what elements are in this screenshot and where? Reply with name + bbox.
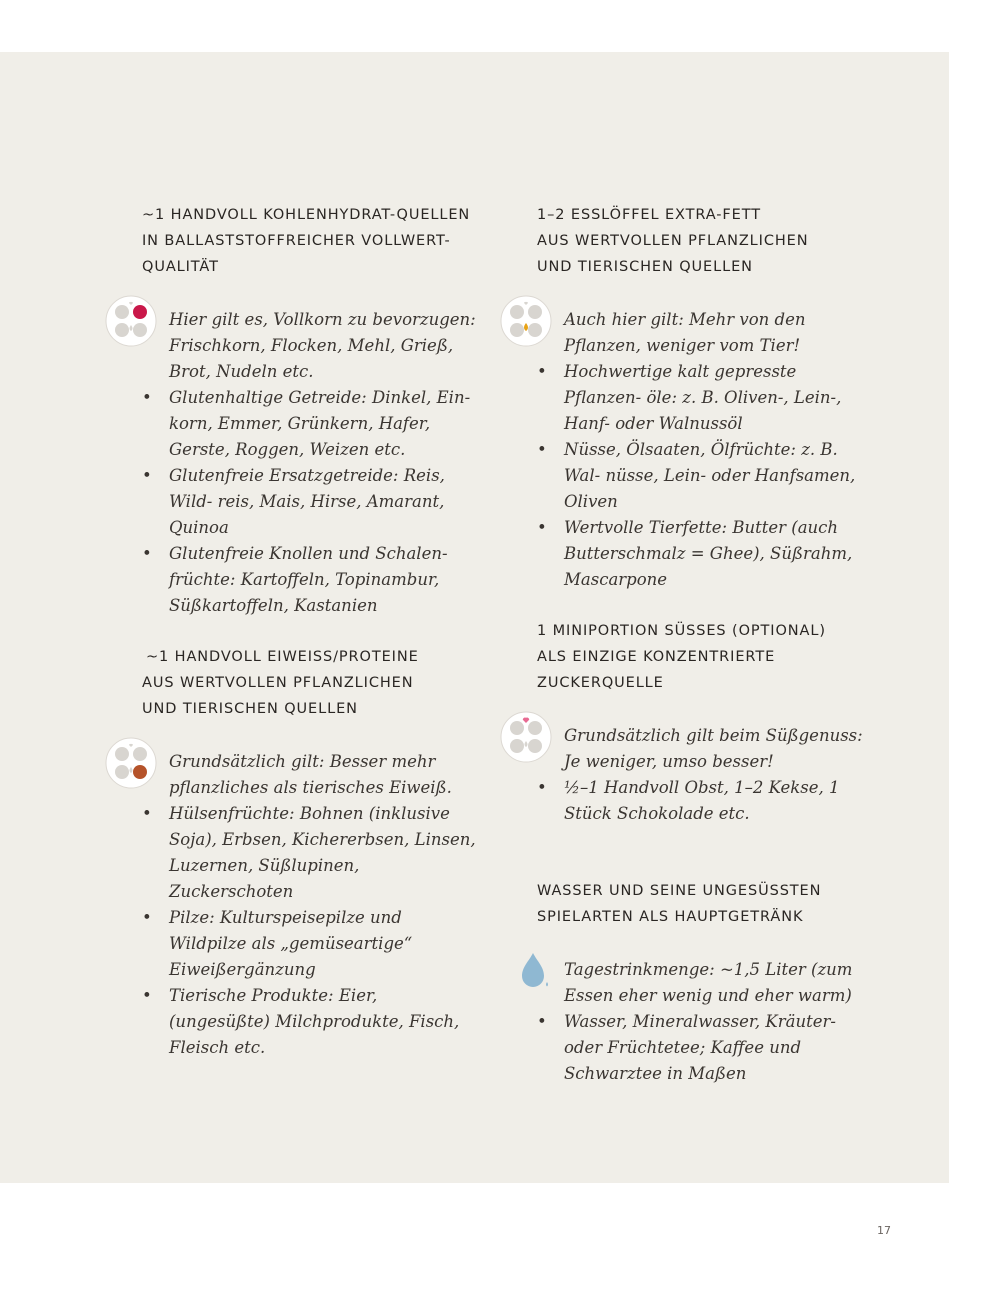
lead-text: Grundsätzlich gilt: Besser mehr pflanzliches als tierisches Eiweiß. [169, 752, 452, 797]
item-list [169, 801, 482, 1061]
lead-text: Tagestrinkmenge: ~1,5 Liter (zum Essen eher wenig und eher warm) [564, 960, 853, 1005]
section-body [537, 957, 877, 1087]
item-list [564, 1009, 877, 1087]
item-list [564, 359, 877, 593]
heading-line: UND TIERISCHEN QUELLEN [142, 701, 358, 717]
section-protein [142, 644, 482, 1061]
section-water [537, 878, 877, 1087]
section-carbs [142, 202, 482, 619]
list-item: • ½–1 Handvoll Obst, 1–2 Kekse, 1 Stück Schokolade etc. [564, 775, 877, 827]
list-item: • Wasser, Mineralwasser, Kräuter- oder Früchtetee; Kaffee und Schwarztee in Maßen [564, 1009, 877, 1087]
heading-line: ZUCKERQUELLE [537, 675, 664, 691]
plate-protein-icon [105, 737, 157, 789]
list-item: • Tierische Produkte: Eier, (ungesüßte) Milchprodukte, Fisch, Fleisch etc. [169, 983, 482, 1061]
list-item: • Wertvolle Tierfette: Butter (auch Butterschmalz = Ghee), Süßrahm, Mascarpone [564, 515, 877, 593]
lead-text: Hier gilt es, Vollkorn zu bevorzugen: Frischkorn, Flocken, Mehl, Grieß, Brot, Nudeln etc. [169, 310, 476, 381]
heading-line: WASSER UND SEINE UNGESÜSSTEN [537, 883, 822, 899]
content-panel [0, 52, 949, 1183]
heading-line: IN BALLASTSTOFFREICHER VOLLWERT- [142, 233, 451, 249]
heading-line: AUS WERTVOLLEN PFLANZLICHEN [537, 233, 809, 249]
section-body [537, 307, 877, 593]
plate-carb-icon [105, 295, 157, 347]
lead-text: Auch hier gilt: Mehr von den Pflanzen, weniger vom Tier! [564, 310, 806, 355]
heading-line: SPIELARTEN ALS HAUPTGETRÄNK [537, 909, 804, 925]
heading-line: ~1 HANDVOLL EIWEISS/PROTEINE [146, 649, 419, 665]
section-body [537, 723, 877, 827]
page-number: 17 [877, 1224, 891, 1237]
list-item: • Hülsenfrüchte: Bohnen (inklusive Soja), Erbsen, Kichererbsen, Linsen, Luzernen, Süßlupinen, Zuckerschoten [169, 801, 482, 905]
section-heading [142, 644, 482, 722]
list-item: • Pilze: Kulturspeisepilze und Wildpilze als „gemüseartige“ Eiweißergänzung [169, 905, 482, 983]
heading-line: ~1 HANDVOLL KOHLENHYDRAT-QUELLEN [142, 207, 471, 223]
section-heading [537, 618, 877, 696]
heading-line: ALS EINZIGE KONZENTRIERTE [537, 649, 776, 665]
heading-line: AUS WERTVOLLEN PFLANZLICHEN [142, 675, 414, 691]
section-heading [537, 202, 877, 280]
section-fat [537, 202, 877, 593]
section-sweet [537, 618, 877, 827]
heading-line: QUALITÄT [142, 259, 219, 275]
heading-line: UND TIERISCHEN QUELLEN [537, 259, 753, 275]
plate-sweet-icon [500, 711, 552, 763]
heading-line: 1 MINIPORTION SÜSSES (OPTIONAL) [537, 623, 826, 639]
list-item: • Hochwertige kalt gepresste Pflanzen- öle: z. B. Oliven-, Lein-, Hanf- oder Walnussöl [564, 359, 877, 437]
section-body [142, 749, 482, 1061]
list-item: • Glutenfreie Knollen und Schalen- früchte: Kartoffeln, Topinambur, Süßkartoffeln, Kastanien [169, 541, 482, 619]
section-heading [537, 878, 877, 930]
list-item: • Glutenfreie Ersatzgetreide: Reis, Wild- reis, Mais, Hirse, Amarant, Quinoa [169, 463, 482, 541]
item-list [169, 385, 482, 619]
plate-fat-icon [500, 295, 552, 347]
heading-line: 1–2 ESSLÖFFEL EXTRA-FETT [537, 207, 761, 223]
section-heading [142, 202, 482, 280]
water-drop-icon [519, 951, 551, 991]
list-item: • Glutenhaltige Getreide: Dinkel, Ein- korn, Emmer, Grünkern, Hafer, Gerste, Roggen, Weizen etc. [169, 385, 482, 463]
lead-text: Grundsätzlich gilt beim Süßgenuss: Je weniger, umso besser! [564, 726, 863, 771]
list-item: • Nüsse, Ölsaaten, Ölfrüchte: z. B. Wal- nüsse, Lein- oder Hanfsamen, Oliven [564, 437, 877, 515]
item-list [564, 775, 877, 827]
section-body [142, 307, 482, 619]
